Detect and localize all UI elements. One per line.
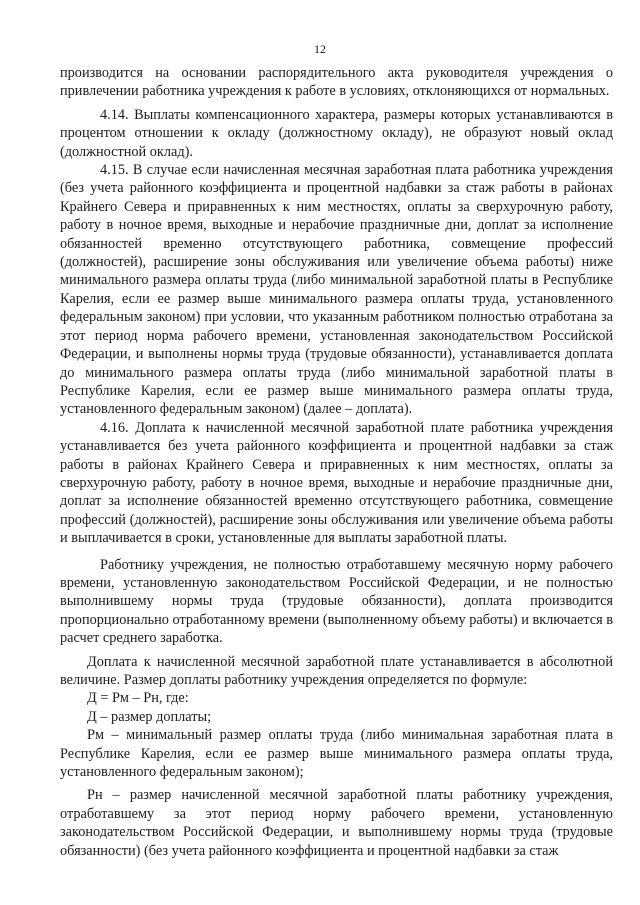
paragraph-formula-intro: Доплата к начисленной месячной заработной плате устанавливается в абсолютной величине. Размер доплаты работнику учреждения определяется по формуле: — [60, 653, 613, 688]
document-body — [60, 64, 613, 860]
paragraph-continuation: производится на основании распорядительного акта руководителя учреждения о привлечении работника учреждения к работе в условиях, отклоняющихся от нормальных. — [60, 65, 613, 100]
page-number: 12 — [314, 42, 326, 56]
formula-definition-rm: Рм – минимальный размер оплаты труда (либо минимальная заработная плата в Республике Карелия, если ее размер выше минимального размера оплаты труда, установленного федеральным законом); — [60, 727, 613, 781]
formula-definition-d: Д – размер доплаты; — [87, 708, 212, 725]
formula-line: Д = Рм – Рн, где: — [87, 690, 189, 707]
formula-definition-rn: Рн – размер начисленной месячной заработной платы работнику учреждения, отработавшему за этот период норму рабочего времени, установленную законодательством Российской Федерации, и выполнившему нормы труда (трудовые обязанности) (без учета районного коэффициента и процентной надбавки за стаж — [60, 787, 613, 859]
paragraph-4-14: 4.14. Выплаты компенсационного характера, размеры которых устанавливаются в процентом отношении к окладу (должностному окладу), не образуют новый оклад (должностной оклад). — [60, 106, 613, 160]
paragraph-partial-month: Работнику учреждения, не полностью отработавшему месячную норму рабочего времени, установленную законодательством Российской Федерации, и не полностью выполнившему нормы труда (трудовые обязанности), доплата производится пропорционально отработанному времени (выполненному объему работы) и включается в расчет среднего заработка. — [60, 556, 613, 647]
paragraph-4-16: 4.16. Доплата к начисленной месячной заработной плате работника учреждения устанавливается без учета районного коэффициента и процентной надбавки за стаж работы в районах Крайнего Севера и приравненных к ним местностях, оплаты за сверхурочную работу, работу в ночное время, выходные и нерабочие праздничные дни, доплат за исполнение обязанностей временно отсутствующего работника, совмещение профессий (должностей), расширение зоны обслуживания или увеличение объема работы и выплачивается в сроки, установленные для выплаты заработной платы. — [60, 419, 613, 547]
paragraph-4-15: 4.15. В случае если начисленная месячная заработная плата работника учреждения (без учета районного коэффициента и процентной надбавки за стаж работы в районах Крайнего Севера и приравненных к ним местностях, оплаты за сверхурочную работу, работу в ночное время, выходные и нерабочие праздничные дни, доплат за исполнение обязанностей временно отсутствующего работника, совмещение профессий (должностей), расширение зоны обслуживания или увеличение объема работы) ниже минимального размера оплаты труда (либо минимальной заработной платы в Республике Карелия, если ее размер выше минимального размера оплаты труда, установленного федеральным законом) при условии, что указанным работником полностью отработана за этот период норма рабочего времени, установленная законодательством Российской Федерации, и выполнены нормы труда (трудовые обязанности), устанавливается доплата до минимального размера оплаты труда (либо минимальной заработной платы в Республике Карелия, если ее размер выше минимального размера оплаты труда, установленного федеральным законом) (далее – доплата). — [60, 162, 613, 418]
